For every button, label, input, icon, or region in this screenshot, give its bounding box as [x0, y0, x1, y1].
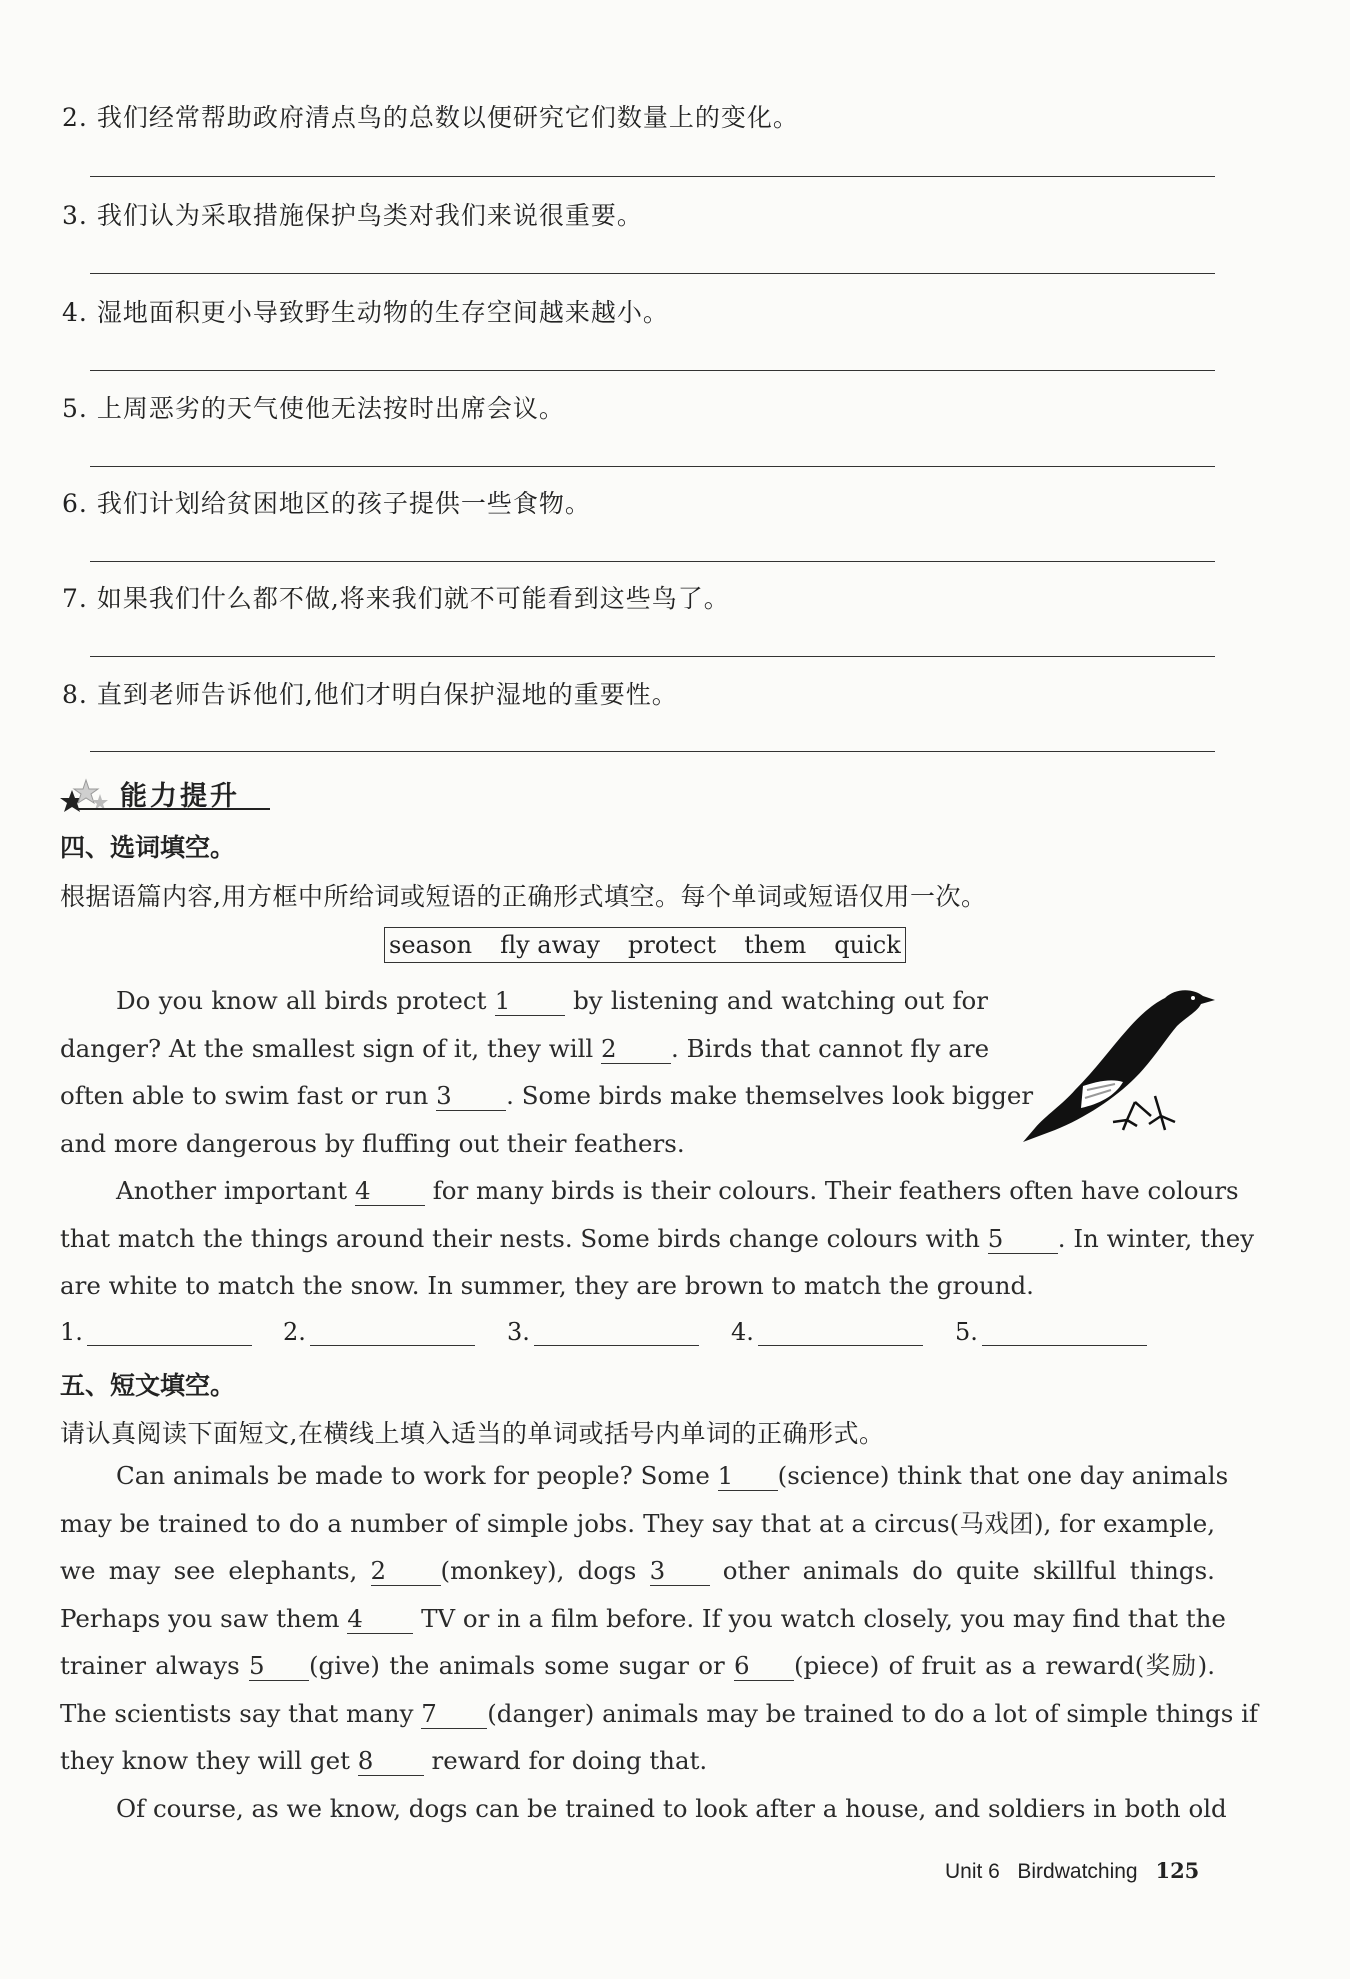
translation-item-3: 3. 我们认为采取措施保护鸟类对我们来说很重要。: [62, 201, 643, 230]
answer-slot-2[interactable]: 2.: [283, 1318, 475, 1346]
bird-illustration: [1015, 978, 1215, 1148]
blank-s5-4[interactable]: 4: [347, 1605, 413, 1634]
translation-item-6: 6. 我们计划给贫困地区的孩子提供一些食物。: [62, 489, 591, 518]
translation-item-2: 2. 我们经常帮助政府清点鸟的总数以便研究它们数量上的变化。: [62, 103, 799, 132]
section4-passage-p1: Do you know all birds protect 1 by listening and watching out for danger? At the smallest sign of it, they will 2 . Birds that cannot fly are often able to swim fast or run 3 . Some birds make themselves look bigger and more dangerous by fluffing out their feathers.: [60, 986, 1034, 1158]
section4-passage-p2: Another important 4 for many birds is their colours. Their feathers often have colours that match the things around their nests. Some birds change colours with 5 . In winter, they are white to match the snow. In summer, they are brown to match the ground.: [60, 1176, 1255, 1300]
translation-item-7: 7. 如果我们什么都不做,将来我们就不可能看到这些鸟了。: [62, 584, 730, 613]
section4-heading: 四、选词填空。: [60, 833, 236, 862]
answer-slot-3[interactable]: 3.: [507, 1318, 699, 1346]
blank-s5-7[interactable]: 7: [421, 1700, 487, 1729]
word-option: quick: [834, 931, 901, 959]
answer-line-3[interactable]: [90, 273, 1215, 274]
word-option: protect: [627, 931, 717, 959]
section4-instruction: 根据语篇内容,用方框中所给词或短语的正确形式填空。每个单词或短语仅用一次。: [60, 882, 987, 911]
section-banner: [58, 772, 273, 814]
answer-slot-1[interactable]: 1.: [60, 1318, 252, 1346]
translation-item-5: 5. 上周恶劣的天气使他无法按时出席会议。: [62, 394, 565, 423]
blank-s5-8[interactable]: 8: [358, 1747, 424, 1776]
footer-unit: Unit 6: [945, 1860, 1000, 1883]
translation-item-8: 8. 直到老师告诉他们,他们才明白保护湿地的重要性。: [62, 680, 678, 709]
word-box: [384, 927, 906, 963]
blank-s5-3[interactable]: 3: [650, 1557, 710, 1586]
section4-answer-row: [60, 1318, 1160, 1352]
word-option: season: [389, 931, 473, 959]
footer-title: Birdwatching: [1017, 1860, 1138, 1883]
blank-4[interactable]: 4: [355, 1177, 425, 1206]
translation-item-4: 4. 湿地面积更小导致野生动物的生存空间越来越小。: [62, 298, 669, 327]
answer-line-7[interactable]: [90, 656, 1215, 657]
answer-line-2[interactable]: [90, 176, 1215, 177]
blank-s5-6[interactable]: 6: [734, 1652, 794, 1681]
section5-heading: 五、短文填空。: [60, 1371, 236, 1400]
blank-3[interactable]: 3: [436, 1082, 506, 1111]
page-footer: [945, 1858, 1199, 1884]
answer-line-6[interactable]: [90, 561, 1215, 562]
blank-s5-1[interactable]: 1: [718, 1462, 778, 1491]
blank-1[interactable]: 1: [495, 987, 565, 1016]
blank-5[interactable]: 5: [988, 1225, 1058, 1254]
blank-s5-5[interactable]: 5: [249, 1652, 309, 1681]
page-number: 125: [1155, 1858, 1200, 1883]
blank-s5-2[interactable]: 2: [371, 1557, 441, 1586]
answer-line-4[interactable]: [90, 370, 1215, 371]
section5-passage: Can animals be made to work for people? Some 1 (science) think that one day animals may be trained to do a number of simple jobs. They say that at a circus(马戏团), for example, we may see elephants, 2 (monkey), dogs 3 other animals do quite skillful things. Perhaps you saw them 4 TV or in a film before. If you watch closely, you may find that the trainer always 5 (give) the animals some sugar or 6 (piece) of fruit as a reward(奖励). The scientists say that many 7 (danger) animals may be trained to do a lot of simple things if they know they will get 8 reward for doing that. Of course, as we know, dogs can be trained to look after a house, and soldiers in both old: [60, 1461, 1258, 1823]
word-option: fly away: [500, 931, 600, 959]
answer-line-5[interactable]: [90, 466, 1215, 467]
answer-line-8[interactable]: [90, 751, 1215, 752]
banner-title: 能力提升: [120, 781, 240, 812]
word-option: them: [744, 931, 807, 959]
section5-instruction: 请认真阅读下面短文,在横线上填入适当的单词或括号内单词的正确形式。: [60, 1419, 885, 1448]
answer-slot-5[interactable]: 5.: [955, 1318, 1147, 1346]
blank-2[interactable]: 2: [601, 1035, 671, 1064]
answer-slot-4[interactable]: 4.: [731, 1318, 923, 1346]
